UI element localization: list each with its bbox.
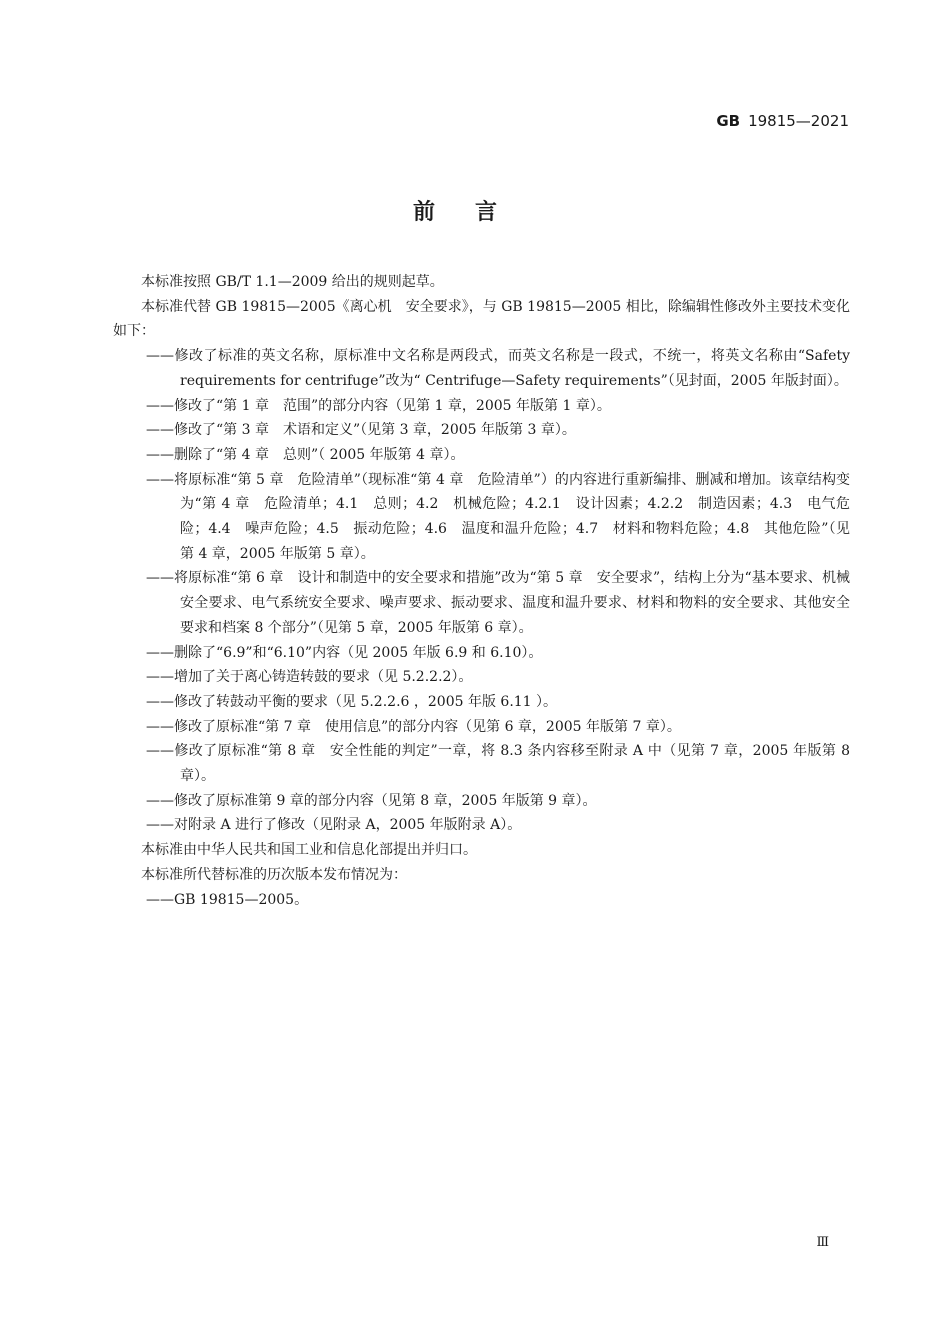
change-item: ——增加了关于离心铸造转鼓的要求（见 5.2.2.2）。 <box>146 669 473 686</box>
change-item: ——将原标准“第 5 章 危险清单”（现标准“第 4 章 危险清单”）的内容进行重新编排、删减和增加。该章结构变为“第 4 章 危险清单；4.1 总则；4.2 机械危险；4.2.1 设计因素；4.2.2 制造因素；4.3 电气危险；4.4 噪声危险；4.5 振动危险；4.6 温度和温升危险；4.7 材料和物料危险；4.8 其他危险”（见第 4 章，2005 年版第 5 章）。 <box>146 471 850 562</box>
change-item: ——修改了标准的英文名称，原标准中文名称是两段式，而英文名称是一段式，不统一，将英文名称由“Safety requirements for centrifuge”改为“ Centrifuge—Safety requirements”（见封面，2005 年版封面）。 <box>146 348 850 389</box>
change-item: ——将原标准“第 6 章 设计和制造中的安全要求和措施”改为“第 5 章 安全要求”，结构上分为“基本要求、机械安全要求、电气系统安全要求、噪声要求、振动要求、温度和温升要求、材料和物料的安全要求、其他安全要求和档案 8 个部分”（见第 5 章，2005 年版第 6 章）。 <box>146 570 850 636</box>
page-number: Ⅲ <box>816 1235 829 1250</box>
document-header <box>716 112 849 130</box>
change-item: ——修改了原标准第 9 章的部分内容（见第 8 章，2005 年版第 9 章）。 <box>146 792 597 809</box>
change-item: ——修改了转鼓动平衡的要求（见 5.2.2.6 ，2005 年版 6.11 ）。 <box>146 693 558 710</box>
history-item: ——GB 19815—2005。 <box>146 891 309 908</box>
intro-paragraph: 本标准代替 GB 19815—2005《离心机 安全要求》，与 GB 19815—2005 相比，除编辑性修改外主要技术变化如下： <box>113 298 850 340</box>
page-title: 前言 <box>412 200 537 225</box>
outro-paragraph: 本标准由中华人民共和国工业和信息化部提出并归口。 <box>141 842 477 859</box>
change-item: ——删除了“6.9”和“6.10”内容（见 2005 年版 6.9 和 6.10）。 <box>146 644 543 661</box>
change-item: ——修改了“第 1 章 范围”的部分内容（见第 1 章，2005 年版第 1 章）。 <box>146 397 611 414</box>
outro-paragraph: 本标准所代替标准的历次版本发布情况为： <box>141 866 407 883</box>
change-item: ——删除了“第 4 章 总则”（ 2005 年版第 4 章）。 <box>146 446 465 463</box>
change-item: ——对附录 A 进行了修改（见附录 A，2005 年版附录 A）。 <box>146 817 522 834</box>
standard-number: 19815—2021 <box>748 112 849 130</box>
change-item: ——修改了“第 3 章 术语和定义”（见第 3 章，2005 年版第 3 章）。 <box>146 422 576 439</box>
foreword-body <box>113 270 850 912</box>
standard-prefix: GB <box>716 112 741 130</box>
intro-paragraph: 本标准按照 GB/T 1.1—2009 给出的规则起草。 <box>141 274 444 290</box>
change-item: ——修改了原标准“第 7 章 使用信息”的部分内容（见第 6 章，2005 年版第 7 章）。 <box>146 718 681 735</box>
change-item: ——修改了原标准“第 8 章 安全性能的判定”一章，将 8.3 条内容移至附录 A 中（见第 7 章，2005 年版第 8 章）。 <box>146 743 850 785</box>
